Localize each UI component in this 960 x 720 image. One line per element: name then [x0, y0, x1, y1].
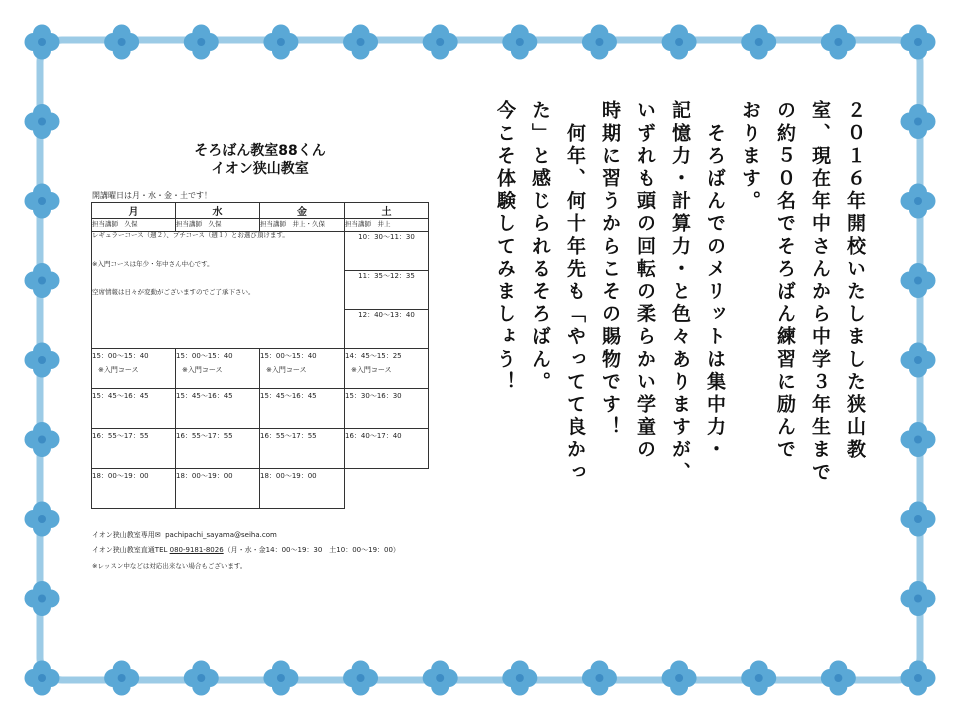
clover-icon [25, 184, 60, 219]
schedule-table [91, 202, 429, 509]
message-column: おります。 [739, 100, 761, 213]
clover-icon [821, 25, 856, 60]
sheet-subtitle: イオン狭山教室 [211, 161, 309, 177]
clover-icon [741, 25, 776, 60]
sat-morning-slot: 11：35～12：35 [345, 271, 429, 310]
clover-icon [25, 502, 60, 537]
message-column: 今こそ体験してみましょう！ [494, 100, 516, 394]
time-slot [176, 349, 260, 389]
clover-icon [901, 581, 936, 616]
slot-row-4 [92, 469, 429, 509]
sat-morning-slot: 10：30～11：30 [345, 232, 429, 271]
slot-course: ※入門コース [266, 366, 307, 374]
message-column: いずれも頭の回転の柔らかい学童の [634, 100, 656, 462]
slot-row-3 [92, 429, 429, 469]
footer-note: ※レッスン中などは対応出来ない場合もございます。 [92, 562, 247, 570]
message-column: 時期に習うからこその賜物です！ [599, 100, 621, 439]
clover-icon [25, 25, 60, 60]
day-wed: 水 [176, 203, 260, 219]
time-slot: 16：55～17：55 [92, 429, 176, 469]
time-slot: 15：30～16：30 [345, 389, 429, 429]
time-slot: 18：00～19：00 [176, 469, 260, 509]
empty-cell [345, 469, 429, 509]
time-slot: 15：45～16：45 [176, 389, 260, 429]
clover-icon [25, 343, 60, 378]
sat-morning-slot: 12：40～13：40 [345, 310, 429, 349]
clover-icon [901, 104, 936, 139]
slot-time: 14：45～15：25 [345, 352, 402, 360]
clover-icon [901, 263, 936, 298]
instructor-fri: 担当講師 井上・久保 [260, 219, 345, 232]
clover-icon [263, 661, 298, 696]
clover-icon [901, 184, 936, 219]
slot-course: ※入門コース [98, 366, 139, 374]
clover-icon [25, 581, 60, 616]
clover-icon [263, 25, 298, 60]
message-column: ２０１６年開校いたしました狭山教 [844, 100, 866, 462]
open-days-text: 開講曜日は月・水・金・土です！ [92, 191, 212, 200]
footer-tel-label: イオン狭山教室直通TEL [92, 546, 168, 554]
clover-icon [901, 422, 936, 457]
clover-icon [25, 661, 60, 696]
course-note: レギュラーコース（週２）、プチコース（週１）とお選び頂けます。 [92, 231, 289, 239]
instructor-mon: 担当講師 久保 [92, 219, 176, 232]
footer-email-label: イオン狭山教室専用✉ [92, 531, 161, 539]
slot-row-2 [92, 389, 429, 429]
footer-tel-line [92, 545, 400, 555]
message-column: 何年、何十年先も「やってて良かっ [564, 100, 586, 485]
footer-tel: 080-9181-8026 [169, 546, 224, 554]
day-sat: 土 [345, 203, 429, 219]
time-slot: 16：40～17：40 [345, 429, 429, 469]
slot-time: 15：00～15：40 [92, 352, 149, 360]
day-header-row [92, 203, 429, 219]
clover-icon [25, 422, 60, 457]
clover-icon [25, 104, 60, 139]
time-slot [92, 349, 176, 389]
slot-course: ※入門コース [182, 366, 223, 374]
sheet-title: そろばん教室88くん [194, 143, 326, 159]
clover-icon [901, 25, 936, 60]
clover-icon [343, 661, 378, 696]
course-note: 空席情報は日々が変動がございますのでご了承下さい。 [92, 288, 255, 296]
slot-row-1 [92, 349, 429, 389]
footer-email-line [92, 530, 277, 540]
day-mon: 月 [92, 203, 176, 219]
clover-icon [343, 25, 378, 60]
clover-icon [582, 25, 617, 60]
instructor-row [92, 219, 429, 232]
time-slot: 15：45～16：45 [260, 389, 345, 429]
clover-icon [423, 661, 458, 696]
message-column: 室、現在年中さんから中学３年生まで [809, 100, 831, 485]
clover-icon [502, 25, 537, 60]
message-column: た」と感じられるそろばん。 [529, 100, 551, 394]
footer-email: pachipachi_sayama@seiha.com [165, 531, 277, 539]
time-slot [345, 349, 429, 389]
course-note: ※入門コースは年少・年中さん中心です。 [92, 259, 214, 268]
time-slot: 16：55～17：55 [260, 429, 345, 469]
slot-course: ※入門コース [351, 366, 392, 374]
clover-icon [901, 502, 936, 537]
time-slot: 18：00～19：00 [92, 469, 176, 509]
course-notes [92, 232, 345, 349]
message-column: 記憶力・計算力・と色々ありますが、 [669, 100, 691, 485]
clover-icon [423, 25, 458, 60]
instructor-sat: 担当講師 井上 [345, 219, 429, 232]
clover-icon [901, 661, 936, 696]
footer-tel-hours: （月・水・金14：00～19：30 土10：00～19：00） [223, 546, 400, 554]
time-slot [260, 349, 345, 389]
message-column: の約５０名でそろばん練習に励んで [774, 100, 796, 462]
instructor-wed: 担当講師 久保 [176, 219, 260, 232]
slot-time: 15：00～15：40 [260, 352, 317, 360]
message-column: そろばんでのメリットは集中力・ [704, 100, 726, 462]
clover-icon [184, 25, 219, 60]
day-fri: 金 [260, 203, 345, 219]
time-slot: 16：55～17：55 [176, 429, 260, 469]
slot-time: 15：00～15：40 [176, 352, 233, 360]
clover-icon [104, 661, 139, 696]
clover-icon [901, 343, 936, 378]
clover-icon [662, 25, 697, 60]
time-slot: 15：45～16：45 [92, 389, 176, 429]
saturday-row-1 [92, 232, 429, 271]
clover-icon [184, 661, 219, 696]
time-slot: 18：00～19：00 [260, 469, 345, 509]
clover-icon [104, 25, 139, 60]
clover-icon [25, 263, 60, 298]
